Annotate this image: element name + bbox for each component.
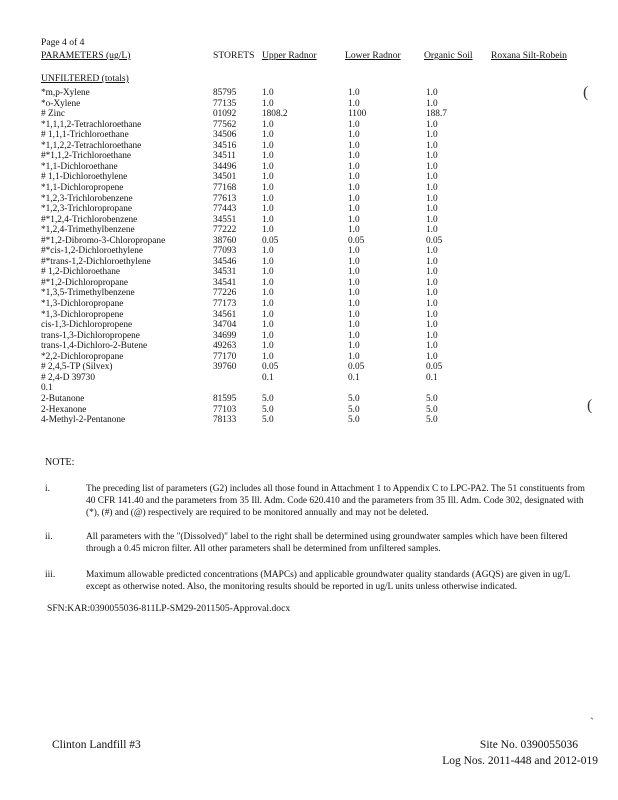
parameter-name: *o-Xylene (41, 98, 81, 109)
header-lower-radnor: Lower Radnor (345, 50, 401, 61)
storet-code: 77173 (213, 299, 237, 309)
storet-code: 34546 (213, 256, 237, 267)
lower-radnor-value: 5.0 (348, 393, 360, 404)
lower-radnor-value: 1.0 (348, 330, 360, 341)
lower-radnor-value: 1.0 (348, 151, 360, 162)
table-row (0, 415, 618, 425)
lower-radnor-value: 1.0 (348, 246, 360, 257)
upper-radnor-value: 0.05 (262, 235, 279, 246)
note-title: NOTE: (45, 457, 75, 468)
scan-mark: ( (583, 84, 589, 101)
lower-radnor-value: 5.0 (348, 404, 360, 415)
upper-radnor-value: 1.0 (262, 277, 274, 288)
table-row (0, 352, 618, 362)
lower-radnor-value: 1.0 (348, 214, 360, 225)
upper-radnor-value: 1.0 (262, 151, 274, 162)
organic-soil-value: 1.0 (426, 277, 438, 288)
note-number: ii. (45, 532, 53, 542)
table-row (0, 246, 618, 256)
header-organic-soil: Organic Soil (424, 50, 473, 61)
footer-site-number: Site No. 0390055036 (479, 739, 578, 751)
lower-radnor-value: 0.05 (348, 235, 365, 246)
storet-code: 77613 (213, 193, 237, 204)
upper-radnor-value: 1.0 (262, 309, 274, 320)
lower-radnor-value: 1.0 (348, 193, 360, 204)
lower-radnor-value: 1.0 (348, 119, 360, 130)
parameter-name: # 2,4-D 39730 (41, 372, 95, 383)
lower-radnor-value: 1.0 (348, 320, 360, 331)
storet-code: 34704 (213, 320, 237, 331)
storet-code: 34506 (213, 130, 237, 141)
table-row (0, 99, 618, 109)
section-title: UNFILTERED (totals) (41, 73, 129, 84)
table-row (0, 310, 618, 320)
table-row (0, 373, 618, 383)
parameter-name: *1,1,2,2-Tetrachloroethane (41, 140, 142, 151)
storet-code: 01092 (213, 109, 237, 120)
parameter-name: #*cis-1,2-Dichloroethylene (41, 246, 143, 257)
storet-code: 85795 (213, 88, 237, 98)
upper-radnor-value: 1.0 (262, 320, 274, 331)
upper-radnor-value: 1.0 (262, 299, 274, 309)
upper-radnor-value: 1.0 (262, 119, 274, 130)
parameter-name: # 2,4,5-TP (Silvex) (41, 362, 113, 373)
lower-radnor-value: 1.0 (348, 351, 360, 362)
upper-radnor-value: 1808.2 (262, 109, 288, 120)
storet-code: 77168 (213, 182, 237, 193)
upper-radnor-value: 1.0 (262, 172, 274, 183)
parameter-name: # 1,1,1-Trichloroethane (41, 130, 129, 141)
storet-code: 38760 (213, 235, 237, 246)
lower-radnor-value: 1.0 (348, 267, 360, 278)
organic-soil-value: 1.0 (426, 204, 438, 215)
organic-soil-value: 1.0 (426, 161, 438, 172)
parameter-name: trans-1,3-Dichloropropene (41, 330, 140, 341)
parameter-name: *2,2-Dichloropropane (41, 351, 124, 362)
parameter-name: *1,3-Dichloropropene (41, 309, 124, 320)
table-row (0, 383, 618, 393)
parameter-name: *1,2,3-Trichloropropane (41, 204, 133, 215)
table-row (0, 267, 618, 277)
storet-code: 34511 (213, 151, 236, 162)
upper-radnor-value: 1.0 (262, 182, 274, 193)
page-label: Page 4 of 4 (41, 37, 85, 48)
storet-code: 34699 (213, 330, 237, 341)
note-text: Maximum allowable predicted concentrations (MAPCs) and applicable groundwater quality standards (AGQS) are given in ug/L except as otherwise noted. Also, the monitoring results should be reported in ug/L units unless otherwise indicated. (86, 570, 570, 592)
lower-radnor-value: 1.0 (348, 225, 360, 236)
parameter-name: trans-1,4-Dichloro-2-Butene (41, 341, 148, 352)
storet-code: 77222 (213, 225, 237, 236)
table-row (0, 162, 618, 172)
storet-code: 77135 (213, 98, 237, 109)
organic-soil-value: 1.0 (426, 299, 438, 309)
table-row (0, 362, 618, 372)
table-row (0, 225, 618, 235)
parameter-name: #*trans-1,2-Dichloroethylene (41, 256, 151, 267)
organic-soil-value: 1.0 (426, 246, 438, 257)
upper-radnor-value: 1.0 (262, 246, 274, 257)
storet-code: 34531 (213, 267, 237, 278)
parameter-name: *1,1-Dichloropropene (41, 182, 124, 193)
table-row (0, 183, 618, 193)
organic-soil-value: 1.0 (426, 341, 438, 352)
table-row (0, 299, 618, 309)
storet-code: 34516 (213, 140, 237, 151)
parameter-name: #*1,2,4-Trichlorobenzene (41, 214, 138, 225)
lower-radnor-value: 1.0 (348, 256, 360, 267)
lower-radnor-value: 0.05 (348, 362, 365, 373)
storet-code: 49263 (213, 341, 237, 352)
note-text: The preceding list of parameters (G2) includes all those found in Attachment 1 to Appendix C to LPC-PA2. The 51 constituents from 40 CFR 141.40 and the parameters from 35 Ill. Adm. Code 620.410 and the parameters from 35 Ill. Adm. Code 302, designated with (*), (#) and (@) respectively are required to be monitored annually and may not be deleted. (86, 484, 585, 518)
lower-radnor-value: 1100 (348, 109, 367, 120)
organic-soil-value: 1.0 (426, 214, 438, 225)
organic-soil-value: 1.0 (426, 172, 438, 183)
storet-code: 39760 (213, 362, 237, 373)
lower-radnor-value: 1.0 (348, 88, 360, 98)
storet-code: 77103 (213, 404, 237, 415)
upper-radnor-value: 1.0 (262, 161, 274, 172)
table-row (0, 172, 618, 182)
organic-soil-value: 1.0 (426, 98, 438, 109)
organic-soil-value: 1.0 (426, 320, 438, 331)
lower-radnor-value: 1.0 (348, 172, 360, 183)
note-text: All parameters with the "(Dissolved)" label to the right shall be determined using groundwater samples which have been filtered through a 0.45 micron filter. All other parameters shall be determined from unfiltered samples. (86, 532, 568, 554)
parameter-name: *m,p-Xylene (41, 88, 90, 98)
table-row (0, 257, 618, 267)
parameter-name: # 1,1-Dichloroethylene (41, 172, 128, 183)
organic-soil-value: 1.0 (426, 119, 438, 130)
organic-soil-value: 1.0 (426, 330, 438, 341)
table-row (0, 88, 618, 98)
note-number: i. (45, 484, 50, 494)
organic-soil-value: 1.0 (426, 130, 438, 141)
scan-mark: ( (587, 397, 593, 414)
upper-radnor-value: 1.0 (262, 341, 274, 352)
table-row (0, 320, 618, 330)
parameter-name: *1,1-Dichloroethane (41, 161, 118, 172)
table-row (0, 288, 618, 298)
parameter-name: 0.1 (41, 383, 53, 394)
upper-radnor-value: 5.0 (262, 404, 274, 415)
file-reference: SFN:KAR:0390055036-811LP-SM29-2011505-Approval.docx (47, 603, 291, 614)
lower-radnor-value: 1.0 (348, 341, 360, 352)
upper-radnor-value: 1.0 (262, 256, 274, 267)
lower-radnor-value: 0.1 (348, 372, 360, 383)
organic-soil-value: 1.0 (426, 288, 438, 299)
organic-soil-value: 5.0 (426, 404, 438, 415)
parameter-name: *1,3-Dichloropropane (41, 299, 124, 309)
parameter-name: # Zinc (41, 109, 66, 120)
lower-radnor-value: 1.0 (348, 309, 360, 320)
lower-radnor-value: 1.0 (348, 161, 360, 172)
table-row (0, 130, 618, 140)
organic-soil-value: 0.05 (426, 362, 443, 373)
storet-code: 81595 (213, 393, 237, 404)
organic-soil-value: 188.7 (426, 109, 447, 120)
footer-log-numbers: Log Nos. 2011-448 and 2012-019 (442, 755, 598, 767)
lower-radnor-value: 1.0 (348, 204, 360, 215)
note-number: iii. (45, 570, 56, 580)
storet-code: 77562 (213, 119, 237, 130)
storet-code: 78133 (213, 415, 237, 426)
storet-code: 77226 (213, 288, 237, 299)
header-upper-radnor: Upper Radnor (262, 50, 317, 61)
header-storets: STORETS (213, 50, 255, 61)
table-row (0, 394, 618, 404)
lower-radnor-value: 1.0 (348, 140, 360, 151)
upper-radnor-value: 1.0 (262, 225, 274, 236)
organic-soil-value: 1.0 (426, 88, 438, 98)
storet-code: 34501 (213, 172, 237, 183)
upper-radnor-value: 1.0 (262, 288, 274, 299)
table-row (0, 109, 618, 119)
table-row (0, 204, 618, 214)
parameter-name: 2-Hexanone (41, 404, 87, 415)
parameter-name: # 1,2-Dichloroethane (41, 267, 120, 278)
upper-radnor-value: 1.0 (262, 204, 274, 215)
lower-radnor-value: 1.0 (348, 98, 360, 109)
parameter-name: cis-1,3-Dichloropropene (41, 320, 133, 331)
upper-radnor-value: 1.0 (262, 330, 274, 341)
organic-soil-value: 1.0 (426, 225, 438, 236)
upper-radnor-value: 1.0 (262, 267, 274, 278)
lower-radnor-value: 1.0 (348, 277, 360, 288)
organic-soil-value: 0.1 (426, 372, 438, 383)
scan-mark: ˎ (590, 706, 594, 720)
storet-code: 34551 (213, 214, 237, 225)
parameter-name: *1,2,3-Trichlorobenzene (41, 193, 133, 204)
lower-radnor-value: 5.0 (348, 415, 360, 426)
upper-radnor-value: 5.0 (262, 393, 274, 404)
storet-code: 77443 (213, 204, 237, 215)
organic-soil-value: 0.05 (426, 235, 443, 246)
table-row (0, 278, 618, 288)
lower-radnor-value: 1.0 (348, 288, 360, 299)
lower-radnor-value: 1.0 (348, 130, 360, 141)
lower-radnor-value: 1.0 (348, 182, 360, 193)
storet-code: 77093 (213, 246, 237, 257)
header-roxana: Roxana Silt-Robein (491, 50, 567, 61)
table-row (0, 405, 618, 415)
upper-radnor-value: 1.0 (262, 88, 274, 98)
storet-code: 34541 (213, 277, 237, 288)
organic-soil-value: 1.0 (426, 182, 438, 193)
table-row (0, 331, 618, 341)
upper-radnor-value: 0.05 (262, 362, 279, 373)
parameter-name: *1,1,1,2-Tetrachloroethane (41, 119, 142, 130)
table-row (0, 141, 618, 151)
organic-soil-value: 1.0 (426, 267, 438, 278)
organic-soil-value: 1.0 (426, 193, 438, 204)
table-row (0, 236, 618, 246)
parameter-name: #*1,2-Dibromo-3-Chloropropane (41, 235, 166, 246)
parameter-name: 2-Butanone (41, 393, 85, 404)
parameter-name: #*1,2-Dichloropropane (41, 277, 129, 288)
footer-site-name: Clinton Landfill #3 (52, 739, 141, 751)
upper-radnor-value: 1.0 (262, 214, 274, 225)
lower-radnor-value: 1.0 (348, 299, 360, 309)
upper-radnor-value: 0.1 (262, 372, 274, 383)
organic-soil-value: 1.0 (426, 256, 438, 267)
table-row (0, 120, 618, 130)
parameter-name: *1,3,5-Trimethylbenzene (41, 288, 135, 299)
upper-radnor-value: 1.0 (262, 140, 274, 151)
storet-code: 34561 (213, 309, 237, 320)
table-row (0, 215, 618, 225)
organic-soil-value: 5.0 (426, 393, 438, 404)
storet-code: 77170 (213, 351, 237, 362)
upper-radnor-value: 1.0 (262, 98, 274, 109)
parameter-name: 4-Methyl-2-Pentanone (41, 415, 126, 426)
storet-code: 34496 (213, 161, 237, 172)
parameter-name: *1,2,4-Trimethylbenzene (41, 225, 135, 236)
organic-soil-value: 1.0 (426, 351, 438, 362)
organic-soil-value: 1.0 (426, 140, 438, 151)
table-row (0, 151, 618, 161)
upper-radnor-value: 1.0 (262, 193, 274, 204)
parameter-name: #*1,1,2-Trichloroethane (41, 151, 132, 162)
upper-radnor-value: 1.0 (262, 351, 274, 362)
upper-radnor-value: 1.0 (262, 130, 274, 141)
upper-radnor-value: 5.0 (262, 415, 274, 426)
organic-soil-value: 5.0 (426, 415, 438, 426)
organic-soil-value: 1.0 (426, 151, 438, 162)
table-row (0, 341, 618, 351)
header-parameters: PARAMETERS (ug/L) (41, 50, 131, 61)
organic-soil-value: 1.0 (426, 309, 438, 320)
table-row (0, 194, 618, 204)
